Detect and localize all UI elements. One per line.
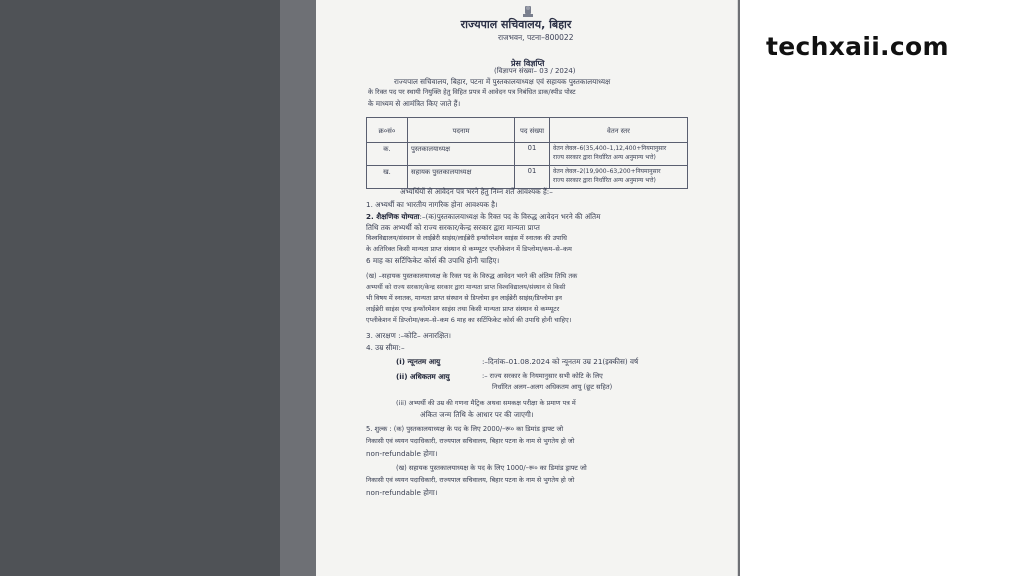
fee-b-line: (ख) सहायक पुस्तकालयाध्यक्ष के पद के लिए 1000/–रू० का डिमांड ड्राफ्ट जो: [396, 464, 587, 472]
condition-1: 1. अभ्यर्थी का भारतीय नागरिक होना आवश्यक है।: [366, 200, 498, 209]
table-cell-count: 01: [515, 143, 550, 166]
age-note-line: अंकित जन्म तिथि के आधार पर की जाएगी।: [420, 410, 534, 419]
condition-2-line: के अतिरिक्त किसी मान्यता प्राप्त संस्थान से कम्प्यूटर एप्लीकेशन में डिप्लोमा/कम–से–कम: [366, 245, 572, 253]
condition-4: 4. उम्र सीमा:–: [366, 343, 405, 352]
intro-line: के रिक्त पद पर स्थायी नियुक्ति हेतु विहित प्रपत्र में आवेदन पत्र निबंधित डाक/स्पीड पोस्ट: [368, 88, 576, 96]
notice-number: (विज्ञापन संख्या– 03 / 2024): [494, 67, 576, 75]
condition-3: 3. आरक्षण :–कोटि– अनारक्षित।: [366, 331, 451, 340]
posts-table: [366, 117, 688, 189]
fee-a-line: 5. शुल्क : (क) पुस्तकालयाध्यक्ष के पद के लिए 2000/–रू० का डिमांड ड्राफ्ट जो: [366, 425, 564, 433]
table-header: वेतन स्तर: [550, 118, 688, 143]
table-cell-pay: वेतन लेवल–2(19,900–63,200+नियमानुसार राज्य सरकार द्वारा निर्धारित अन्य अनुमान्य भत्ते): [550, 166, 688, 189]
intro-line: राज्यपाल सचिवालय, बिहार, पटना में पुस्तकालयाध्यक्ष एवं सहायक पुस्तकालयाध्यक्ष: [394, 77, 611, 86]
condition-2b-line: (ख) –सहायक पुस्तकालयाध्यक्ष के रिक्त पद के विरुद्ध आवेदन भरने की अंतिम तिथि तक: [366, 272, 578, 280]
office-heading: राज्यपाल सचिवालय, बिहार: [460, 18, 572, 31]
table-header: पदनाम: [408, 118, 515, 143]
left-background: [0, 0, 280, 576]
condition-2-line: 6 माह का सर्टिफिकेट कोर्स की उपाधि होनी चाहिए।: [366, 256, 500, 265]
table-cell-count: 01: [515, 166, 550, 189]
intro-line: के माध्यम से आमंत्रित किए जाते हैं।: [368, 99, 461, 108]
scanned-notice: [316, 0, 738, 576]
conditions-heading: अभ्यर्थियों से आवेदन पत्र भरने हेतु निम्न शर्तें आवश्यक हैं:–: [400, 187, 553, 196]
table-row: [367, 143, 688, 166]
condition-2-line: विश्वविद्यालय/संस्थान से लाईब्रेरी साइंस/लाईब्रेरी इन्फॉरमेशन साइंस में स्नातक की उपाधि: [366, 234, 567, 242]
condition-2-line: तिथि तक अभ्यर्थी को राज्य सरकार/केन्द्र सरकार द्वारा मान्यता प्राप्त: [366, 223, 540, 232]
table-cell-post: पुस्तकालयाध्यक्ष: [408, 143, 515, 166]
condition-2b-line: लाईब्रेरी साइंस एण्ड इन्फॉरमेशन साइंस तथा किसी मान्यता प्राप्त संस्थान से कम्प्यूटर: [366, 305, 560, 313]
press-release-title: प्रेस विज्ञप्ति: [511, 59, 545, 68]
age-label: (i) न्यूनतम आयु: [396, 357, 441, 366]
site-brand: techxaii.com: [766, 32, 949, 61]
table-header: पद संख्या: [515, 118, 550, 143]
condition-2b-line: अभ्यर्थी को राज्य सरकार/केन्द्र सरकार द्वारा मान्यता प्राप्त विश्वविद्यालय/संस्थान से किसी: [366, 284, 566, 291]
fee-b-line: non-refundable होगा।: [366, 488, 438, 497]
office-address: राजभवन, पटना–800022: [498, 33, 574, 42]
condition-2b-line: एप्लीकेशन में डिप्लोमा/कम–से–कम 6 माह का सर्टिफिकेट कोर्स की उपाधि होनी चाहिए।: [366, 316, 572, 324]
age-value: :–दिनांक–01.08.2024 को न्यूनतम उम्र 21(इक्कीस) वर्ष: [482, 357, 639, 366]
table-cell-pay: वेतन लेवल–6(35,400–1,12,400+नियमानुसार राज्य सरकार द्वारा निर्धारित अन्य अनुमान्य भत्ते): [550, 143, 688, 166]
condition-2b-line: भी विषय में स्नातक, मान्यता प्राप्त संस्थान से डिप्लोमा इन लाईब्रेरी साइंस/डिप्लोमा इन: [366, 294, 562, 302]
age-label: (ii) अधिकतम आयु: [396, 372, 450, 381]
age-value: निर्धारित अलग–अलग अधिकतम आयु (छूट सहित): [492, 383, 613, 391]
right-panel: [740, 0, 1024, 576]
fee-a-line: निकासी एवं व्ययन पदाधिकारी, राज्यपाल सचिवालय, बिहार पटना के नाम से भुगतेय हो जो: [366, 437, 575, 445]
table-header: क्र०सं०: [367, 118, 408, 143]
age-note-line: (iii) अभ्यर्थी की उम्र की गणना मैट्रिक अथवा समकक्ष परीक्षा के प्रमाण पत्र में: [396, 399, 576, 407]
condition-2: 2. शैक्षणिक योग्यता:–(क)पुस्तकालयाध्यक्ष के रिक्त पद के विरुद्ध आवेदन भरने की अंतिम: [366, 212, 601, 221]
age-value: :– राज्य सरकार के नियमानुसार सभी कोटि के लिए: [482, 372, 603, 380]
table-cell-post: सहायक पुस्तकालयाध्यक्ष: [408, 166, 515, 189]
table-cell-sn: क.: [367, 143, 408, 166]
fee-a-line: non-refundable होगा।: [366, 449, 438, 458]
table-cell-sn: ख.: [367, 166, 408, 189]
fee-b-line: निकासी एवं व्ययन पदाधिकारी, राज्यपाल सचिवालय, बिहार पटना के नाम से भुगतेय हो जो: [366, 476, 575, 484]
